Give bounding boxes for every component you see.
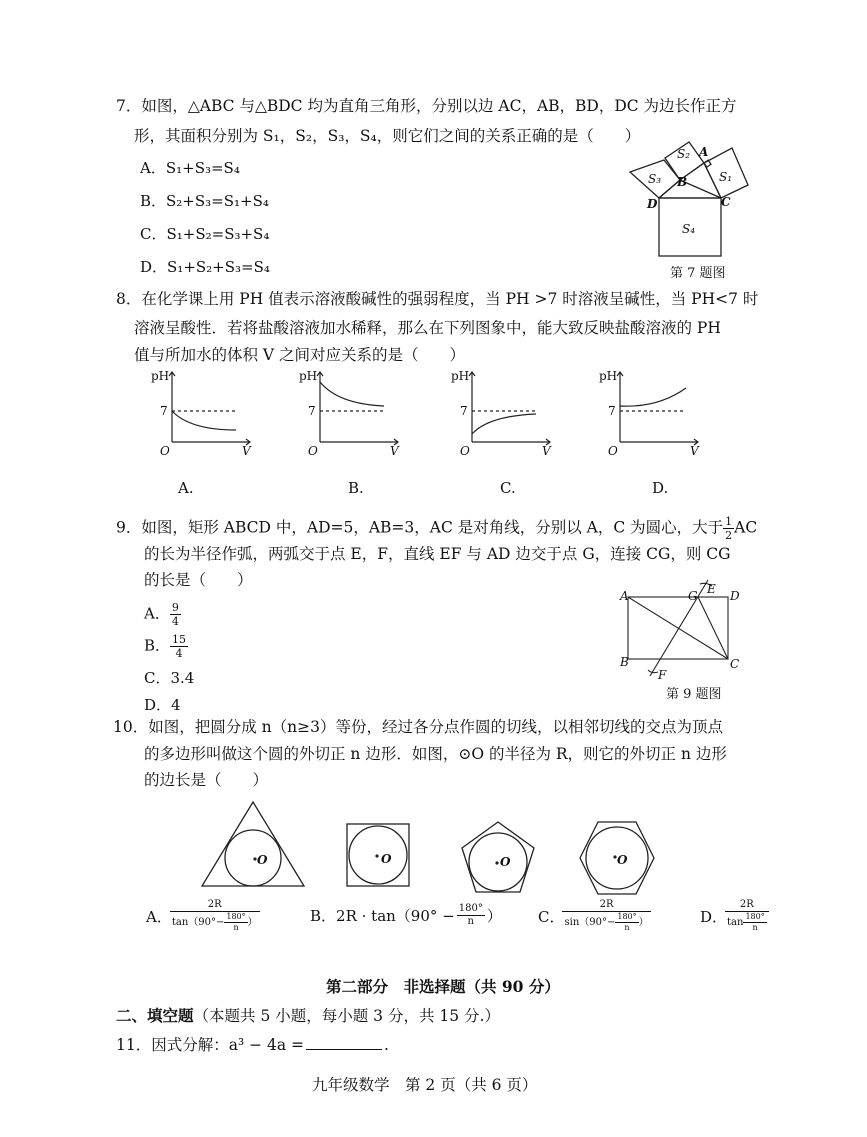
q10-option-a-den-text: tan（90°−: [171, 916, 225, 928]
q8-c-7: 7: [460, 404, 468, 418]
q10-option-b-den: n: [467, 916, 474, 927]
q8-c-ph: pH: [451, 369, 470, 383]
q10-option-c-den-close: ）: [638, 916, 649, 928]
q10-option-c: [538, 900, 649, 932]
q8-option-c: C.: [500, 479, 516, 497]
q8-d-v: V: [690, 444, 699, 458]
q9-fig-f: F: [658, 668, 667, 682]
q8-d-ph: pH: [599, 369, 618, 383]
q9-fig-a: A: [620, 589, 629, 603]
q10-o-label-4: O: [617, 853, 628, 867]
part2-section-title: 二、填空题: [116, 1006, 194, 1025]
q7-option-d: D．S₁+S₂+S₃=S₄: [140, 258, 270, 276]
part2-section-note: （本题共 5 小题，每小题 3 分，共 15 分.）: [193, 1007, 500, 1025]
q8-option-b: B.: [348, 479, 364, 497]
q10-option-d-den-text: tan: [727, 916, 744, 928]
q9-fig-b: B: [620, 655, 629, 669]
q8-c-v: V: [542, 444, 551, 458]
q7-fig-d: D: [647, 197, 658, 211]
q10-option-b-close: ）: [486, 907, 502, 925]
q10-option-c-inner-den: n: [624, 923, 630, 932]
q9-caption: 第 9 题图: [666, 687, 722, 702]
q10-option-a-inner-num: 180°: [226, 912, 246, 921]
q9-fig-g: G: [688, 589, 698, 603]
q8-option-a: A.: [178, 479, 194, 497]
q7-fig-s1: S₁: [719, 170, 733, 184]
q7-caption: 第 7 题图: [670, 266, 726, 281]
q9-line2: 的长为半径作弧，两弧交于点 E，F，直线 EF 与 AD 边交于点 G，连接 CG，则 CG: [144, 545, 731, 563]
q8-line1: 8．在化学课上用 PH 值表示溶液酸碱性的强弱程度，当 PH >7 时溶液呈碱性，当 PH<7 时: [116, 290, 759, 308]
q7-line2: 形，其面积分别为 S₁，S₂，S₃，S₄，则它们之间的关系正确的是（ ）: [134, 127, 641, 145]
q8-b-7: 7: [308, 404, 316, 418]
q8-a-ph: pH: [151, 369, 170, 383]
q10-option-a-inner-den: n: [233, 923, 239, 932]
q10-option-c-frac: [564, 900, 648, 932]
q9-half-den: 2: [725, 529, 733, 542]
q7-option-a: A．S₁+S₃=S₄: [140, 159, 240, 177]
q8-c-o: O: [460, 444, 470, 458]
q10-option-a-num: 2R: [170, 900, 260, 912]
q9-option-a: [144, 602, 181, 627]
q9-option-a-den: 4: [171, 615, 179, 628]
q7-fig-a: A: [699, 145, 709, 159]
part2-section: [116, 1006, 500, 1026]
q9-line3: 的长是（ ）: [144, 571, 253, 589]
q9-line1-text: 9．如图，矩形 ABCD 中，AD=5，AB=3，AC 是对角线，分别以 A，C 为圆心，大于: [116, 518, 724, 537]
q9-fig-c: C: [730, 657, 740, 671]
part2-heading: 第二部分 非选择题（共 90 分）: [326, 977, 560, 996]
q8-option-d: D.: [652, 479, 669, 497]
q7-fig-b: B: [677, 175, 688, 189]
q8-d-7: 7: [608, 404, 616, 418]
q10-option-d-inner-num: 180°: [745, 912, 765, 921]
q10-option-b-text: 2R · tan（90° −: [336, 907, 455, 925]
q10-option-b-frac: [457, 904, 485, 927]
q10-option-c-num: 2R: [562, 900, 650, 912]
q7-fig-s4: S₄: [682, 222, 696, 236]
q11-answer-blank[interactable]: [306, 1049, 382, 1050]
q10-square-figure: [345, 822, 415, 892]
q10-option-c-inner-frac: [615, 913, 638, 932]
q9-option-d-letter: D．: [144, 696, 172, 714]
q9-fig-e: E: [707, 582, 716, 596]
q9-option-b-num: 15: [172, 633, 187, 646]
q7-line1: 7．如图，△ABC 与△BDC 均为直角三角形，分别以边 AC，AB，BD，DC 为边长作正方: [116, 97, 737, 115]
q10-option-a-letter: A．: [146, 907, 172, 926]
q8-a-v: V: [242, 444, 251, 458]
q8-line2: 溶液呈酸性．若将盐酸溶液加水稀释，那么在下列图象中，能大致反映盐酸溶液的 PH: [134, 319, 721, 337]
q7-fig-s2: S₂: [677, 147, 691, 161]
q8-line3: 值与所加水的体积 V 之间对应关系的是（ ）: [134, 346, 466, 364]
q10-option-c-den-text: sin（90°−: [564, 916, 616, 928]
q9-option-b-letter: B．: [144, 636, 171, 655]
q9-line1: [116, 516, 757, 541]
q10-line1: 10．如图，把圆分成 n（n≥3）等份，经过各分点作圆的切线，以相邻切线的交点为顶点: [113, 718, 723, 736]
q10-option-b: [310, 904, 502, 927]
q7-option-c: C．S₁+S₂=S₃+S₄: [140, 225, 270, 243]
q10-option-c-letter: C．: [538, 907, 565, 926]
q9-half-fraction: [723, 516, 734, 541]
q9-option-d-text: 4: [171, 696, 181, 714]
q10-o-label-2: O: [381, 852, 392, 866]
q10-option-a-den-close: ）: [247, 916, 258, 928]
q9-option-c-letter: C．: [144, 669, 171, 687]
q10-option-d-letter: D．: [700, 907, 728, 926]
q9-option-a-num: 9: [171, 601, 179, 614]
q10-option-d-inner-frac: [743, 913, 766, 932]
q10-o-label-1: O: [257, 853, 268, 867]
q10-option-b-letter: B．: [310, 907, 337, 925]
q8-b-v: V: [390, 444, 399, 458]
q9-figure: [620, 580, 740, 680]
q9-option-a-letter: A．: [144, 604, 170, 623]
q11: [116, 1035, 389, 1055]
q10-option-c-den: [564, 912, 648, 932]
q8-b-ph: pH: [299, 369, 318, 383]
q10-option-d-frac: [727, 900, 767, 932]
q10-triangle-figure: [200, 800, 310, 890]
q9-option-a-frac: [170, 602, 181, 627]
q11-end: .: [384, 1036, 389, 1054]
page-footer: 九年级数学 第 2 页（共 6 页）: [312, 1076, 538, 1094]
q7-fig-c: C: [721, 195, 731, 209]
q9-option-b-frac: [170, 634, 188, 659]
q11-text: 11．因式分解：a³ − 4a =: [116, 1036, 305, 1054]
q8-a-7: 7: [160, 404, 168, 418]
q8-b-o: O: [308, 444, 318, 458]
q9-option-b: [144, 634, 188, 659]
q10-option-d: [700, 900, 767, 932]
q9-option-b-den: 4: [175, 647, 183, 660]
q10-option-d-den: [727, 912, 767, 932]
q10-option-d-inner-den: n: [752, 923, 758, 932]
q10-line3: 的边长是（ ）: [144, 771, 269, 789]
q9-option-c-text: 3.4: [170, 669, 195, 687]
q10-option-a-inner-frac: [224, 913, 247, 932]
q9-option-d: [144, 694, 181, 715]
q7-fig-s3: S₃: [648, 172, 662, 186]
q10-line2: 的多边形叫做这个圆的外切正 n 边形．如图，⊙O 的半径为 R，则它的外切正 n 边形: [144, 745, 727, 763]
q10-option-c-inner-num: 180°: [617, 912, 637, 921]
q9-half-num: 1: [725, 515, 733, 528]
q8-a-o: O: [160, 444, 170, 458]
q9-line1-ac: AC: [734, 518, 758, 537]
q9-option-c: [144, 667, 194, 688]
q8-d-o: O: [608, 444, 618, 458]
q10-option-d-num: 2R: [725, 900, 769, 912]
q10-option-a-den: [172, 912, 258, 932]
q10-option-b-num: 180°: [458, 903, 483, 914]
q10-o-label-3: O: [500, 855, 511, 869]
q9-fig-d: D: [730, 589, 740, 603]
q7-option-b: B．S₂+S₃=S₁+S₄: [140, 192, 269, 210]
q10-option-a: [146, 900, 258, 932]
q10-option-a-frac: [172, 900, 258, 932]
